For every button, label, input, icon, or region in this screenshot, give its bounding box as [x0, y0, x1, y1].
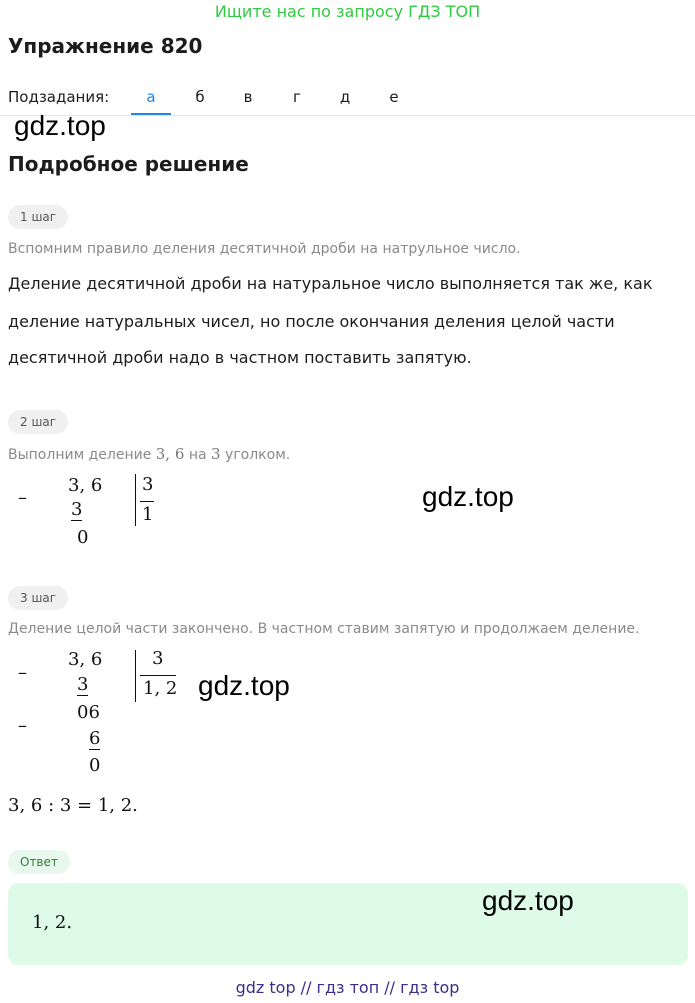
minus-sign: – — [18, 715, 27, 736]
result-equation: 3, 6 : 3 = 1, 2. — [8, 795, 138, 816]
minus-sign: – — [18, 487, 27, 508]
division-bar — [135, 650, 136, 702]
watermark: gdz.top — [422, 481, 514, 512]
quotient-line — [140, 675, 176, 676]
page-title: Упражнение 820 — [8, 34, 203, 58]
watermark: gdz.top — [198, 670, 290, 701]
tab-e[interactable]: е — [389, 88, 399, 106]
step-badge: 3 шаг — [8, 586, 68, 610]
remainder: 0 — [77, 527, 89, 548]
subtrahend: 6 — [89, 728, 101, 749]
rule-line-1: Деление десятичной дроби на натуральное число выполняется так же, как — [8, 274, 653, 293]
tab-b[interactable]: б — [195, 88, 205, 106]
tab-a[interactable]: а — [146, 88, 156, 106]
dividend: 3, 6 — [68, 475, 103, 496]
rule-line-2: деление натуральных чисел, но после окончания деления целой части — [8, 312, 615, 331]
tab-g[interactable]: г — [293, 88, 301, 106]
quotient: 1, 2 — [143, 678, 178, 699]
footer-links[interactable]: gdz top // гдз топ // гдз top — [235, 978, 460, 997]
subtrahend: 3 — [77, 674, 89, 695]
remainder: 0 — [89, 755, 101, 776]
tab-d[interactable]: д — [339, 88, 351, 106]
minus-sign: – — [18, 662, 27, 683]
step-badge: 2 шаг — [8, 410, 68, 434]
promo-banner: Ищите нас по запросу ГДЗ ТОП — [214, 2, 481, 21]
step-hint — [8, 445, 290, 463]
hint-text: уголком. — [220, 447, 291, 463]
step-badge: 1 шаг — [8, 205, 68, 229]
answer-value: 1, 2. — [32, 912, 73, 933]
watermark: gdz.top — [482, 885, 574, 916]
subtasks-label: Подзадания: — [8, 88, 110, 106]
hint-text: на — [184, 447, 212, 463]
step-hint: Вспомним правило деления десятичной дроби на натрульное число. — [8, 241, 521, 257]
tab-v[interactable]: в — [243, 88, 253, 106]
answer-box — [8, 883, 688, 965]
division-bar — [135, 474, 136, 526]
hint-divisor: 3 — [211, 445, 221, 463]
remainder: 06 — [77, 702, 100, 723]
section-title: Подробное решение — [8, 152, 249, 176]
divisor: 3 — [142, 474, 154, 495]
answer-badge: Ответ — [8, 850, 70, 874]
quotient-line — [140, 501, 154, 502]
rule-line-3: десятичной дроби надо в частном поставить запятую. — [8, 348, 472, 367]
quotient: 1 — [142, 504, 154, 525]
dividend: 3, 6 — [68, 649, 103, 670]
step-hint: Деление целой части закончено. В частном ставим запятую и продолжаем деление. — [8, 621, 640, 637]
hint-dividend: 3, 6 — [155, 445, 185, 463]
divisor: 3 — [152, 648, 164, 669]
watermark: gdz.top — [14, 110, 106, 141]
subtrahend: 3 — [71, 499, 83, 520]
hint-text: Выполним деление — [8, 447, 156, 463]
